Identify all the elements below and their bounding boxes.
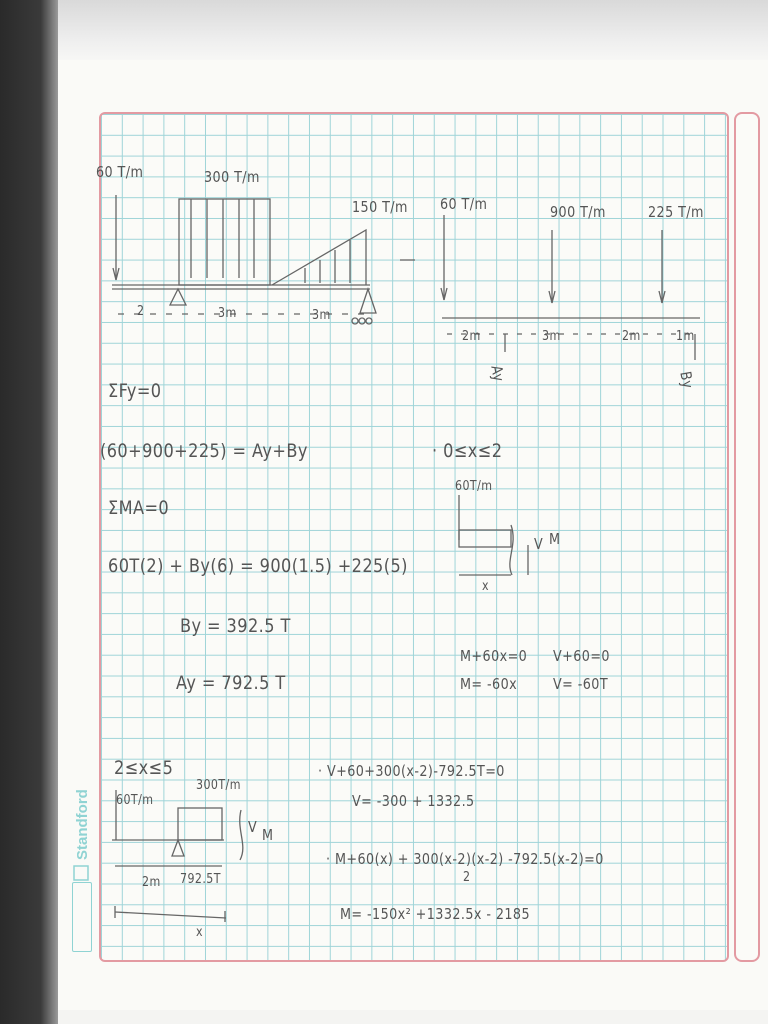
section2-v: V: [248, 818, 258, 836]
dimension-c: 2m: [622, 329, 641, 344]
brand-name: Standford: [74, 789, 91, 860]
load-label-left: 60 T/m: [96, 163, 144, 181]
section1-v-result: V= -60T: [553, 675, 609, 693]
section1-m: M: [549, 530, 561, 548]
ay-result: Ay = 792.5 T: [176, 672, 286, 694]
section2-m-denominator: 2: [463, 870, 471, 885]
reaction-a-label: Ay: [487, 364, 508, 384]
dimension-a: 2: [137, 304, 145, 319]
load-label-c: 225 T/m: [648, 203, 704, 221]
moment-equation: 60T(2) + By(6) = 900(1.5) +225(5): [108, 555, 408, 577]
dimension-d: 1m: [676, 329, 695, 344]
section1-m-result: M= -60x: [460, 675, 518, 693]
by-result: By = 392.5 T: [180, 615, 291, 637]
dimension-c: 3m: [312, 308, 331, 323]
section2-reaction: 792.5T: [180, 872, 221, 887]
section2-load-b: 300T/m: [196, 778, 241, 793]
load-label-a: 60 T/m: [440, 195, 488, 213]
section2-v-equation: · V+60+300(x-2)-792.5T=0: [318, 762, 505, 780]
sum-fy-heading: ΣFy=0: [108, 380, 162, 402]
section1-x: x: [482, 579, 489, 594]
dimension-a: 2m: [462, 329, 481, 344]
section1-v-eq: V+60=0: [553, 647, 610, 665]
section1-range: · 0≤x≤2: [432, 440, 503, 462]
section2-v-result: V= -300 + 1332.5: [352, 792, 475, 810]
free-body-diagram-2: [112, 790, 243, 922]
reaction-b-label: By: [676, 370, 697, 391]
dimension-b: 3m: [218, 306, 237, 321]
sum-ma-heading: ΣMA=0: [108, 497, 170, 519]
load-label-right: 150 T/m: [352, 198, 408, 216]
free-body-diagram-1: [459, 495, 528, 575]
section2-x: x: [196, 925, 203, 940]
section2-dim: 2m: [142, 875, 161, 890]
load-label-mid: 300 T/m: [204, 168, 260, 186]
load-label-b: 900 T/m: [550, 203, 606, 221]
section2-range: 2≤x≤5: [114, 757, 174, 779]
dimension-b: 3m: [542, 329, 561, 344]
section2-m-equation: · M+60(x) + 300(x-2)(x-2) -792.5(x-2)=0: [326, 850, 604, 868]
section1-load: 60T/m: [455, 479, 493, 494]
sum-fy-equation: (60+900+225) = Ay+By: [100, 440, 308, 462]
section2-m: M: [262, 826, 274, 844]
section1-v: V: [534, 535, 544, 553]
section2-m-result: M= -150x² +1332.5x - 2185: [340, 905, 531, 923]
section1-m-eq: M+60x=0: [460, 647, 528, 665]
section2-load-a: 60T/m: [116, 793, 154, 808]
